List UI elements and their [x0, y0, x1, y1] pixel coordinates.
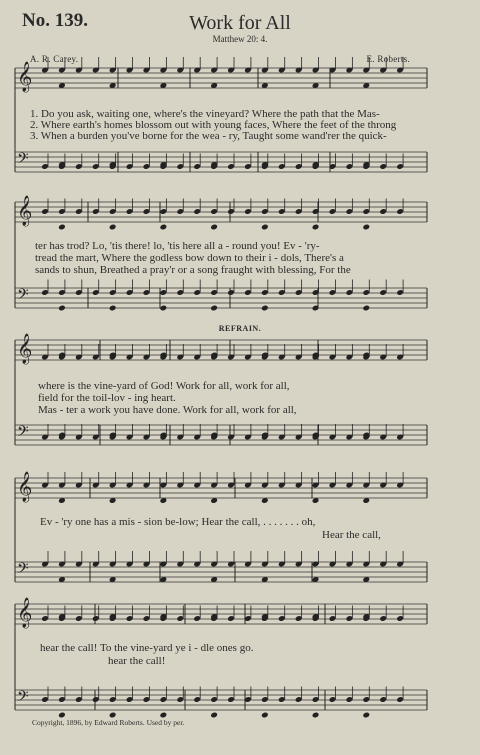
- note-head: [261, 224, 269, 231]
- note-head: [109, 305, 117, 312]
- note-head: [109, 224, 117, 231]
- system3-verse1: where is the vine-yard of God! Work for all, work for all,: [38, 380, 290, 392]
- system5-echo: hear the call!: [108, 655, 166, 667]
- composer-credit: E. Roberts.: [366, 54, 410, 64]
- bass-clef-icon: 𝄢: [17, 423, 29, 444]
- note-head: [160, 224, 168, 231]
- hymn-number: No. 139.: [22, 10, 88, 31]
- system2-verse1: ter has trod? Lo, 'tis there! lo, 'tis here all a - round you! Ev - 'ry-: [35, 240, 320, 252]
- system5-lyrics: hear the call! To the vine-yard ye i - dle ones go.: [40, 642, 254, 654]
- note-head: [210, 305, 218, 312]
- bass-clef-icon: 𝄢: [17, 560, 29, 581]
- copyright-notice: Copyright, 1896, by Edward Roberts. Used by per.: [32, 718, 185, 727]
- bass-clef-icon: 𝄢: [17, 688, 29, 709]
- note-head: [58, 305, 66, 312]
- refrain-label: REFRAIN.: [218, 324, 262, 333]
- bass-clef-icon: 𝄢: [17, 286, 29, 307]
- note-head: [362, 712, 370, 719]
- note-head: [362, 305, 370, 312]
- hymn-title: Work for All: [189, 12, 291, 34]
- treble-clef-icon: 𝄞: [17, 472, 33, 502]
- system2-verse2: tread the mart, Where the godless bow down to their i - dols, There's a: [35, 252, 344, 264]
- system2-verse3: sands to shun, Breathed a pray'r or a song fraught with blessing, For the: [35, 264, 351, 276]
- note-head: [58, 224, 66, 231]
- bass-clef-icon: 𝄢: [17, 150, 29, 171]
- note-head: [261, 305, 269, 312]
- system3-verse2: field for the toil-lov - ing heart.: [38, 392, 176, 404]
- system1-verse1: 1. Do you ask, waiting one, where's the vineyard? Where the path that the Mas-: [30, 108, 380, 120]
- note-head: [210, 712, 218, 719]
- note-head: [261, 712, 269, 719]
- treble-clef-icon: 𝄞: [17, 62, 33, 92]
- lyricist-credit: A. R. Carey.: [30, 54, 79, 64]
- scripture-reference: Matthew 20: 4.: [212, 34, 268, 44]
- system1-verse3: 3. When a burden you've borne for the wea - ry, Taught some wand'rer the quick-: [30, 130, 387, 142]
- note-head: [362, 224, 370, 231]
- system1-verse2: 2. Where earth's homes blossom out with young faces, Where the feet of the throng: [30, 119, 397, 131]
- treble-clef-icon: 𝄞: [17, 334, 33, 364]
- system3-verse3: Mas - ter a work you have done. Work for all, work for all,: [38, 404, 297, 416]
- note-head: [160, 305, 168, 312]
- system4-lyrics: Ev - 'ry one has a mis - sion be-low; Hear the call, . . . . . . . oh,: [40, 516, 316, 528]
- treble-clef-icon: 𝄞: [17, 598, 33, 628]
- treble-clef-icon: 𝄞: [17, 196, 33, 226]
- system4-echo: Hear the call,: [322, 529, 381, 541]
- note-head: [312, 712, 320, 719]
- note-head: [210, 224, 218, 231]
- note-head: [312, 224, 320, 231]
